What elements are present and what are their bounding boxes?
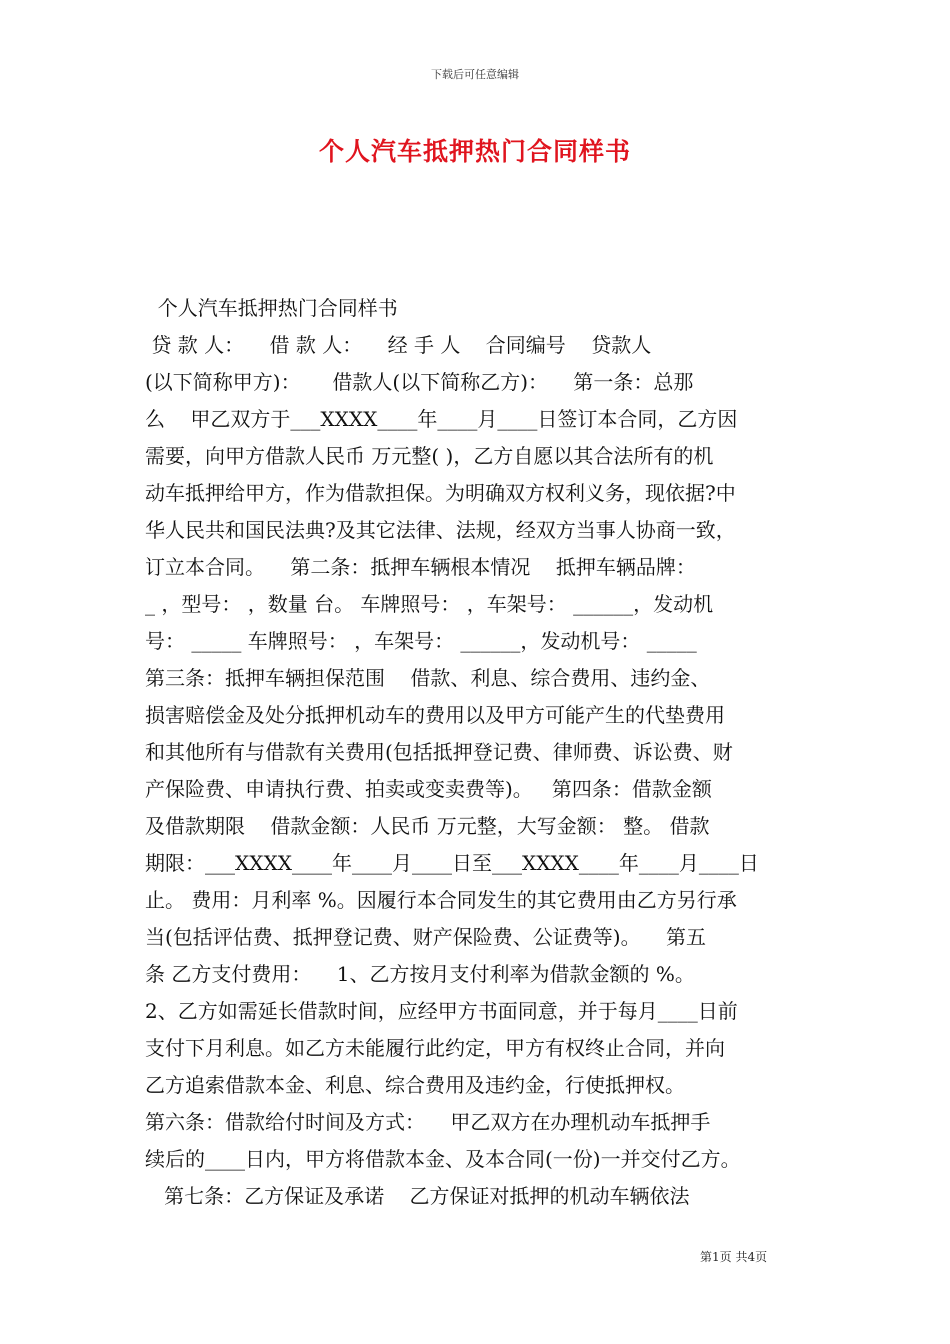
body-line: 及借款期限 借款金额：人民币 万元整，大写金额： 整。 借款 — [145, 814, 710, 838]
body-line: 和其他所有与借款有关费用(包括抵押登记费、律师费、诉讼费、财 — [145, 740, 733, 764]
contract-body — [145, 290, 810, 1215]
document-title: 个人汽车抵押热门合同样书 — [318, 137, 631, 166]
body-line: 个人汽车抵押热门合同样书 — [145, 296, 398, 320]
body-line: 当(包括评估费、抵押登记费、财产保险费、公证费等)。 第五 — [145, 925, 707, 949]
body-line: 产保险费、申请执行费、拍卖或变卖费等)。 第四条：借款金额 — [145, 777, 712, 801]
body-line: 贷 款 人： 借 款 人： 经 手 人 合同编号 贷款人 — [145, 333, 652, 357]
body-line: 订立本合同。 第二条：抵押车辆根本情况 抵押车辆品牌： — [145, 555, 696, 579]
body-line: 华人民共和国民法典?及其它法律、法规，经双方当事人协商一致， — [145, 518, 736, 542]
body-line: 需要，向甲方借款人民币 万元整( )，乙方自愿以其合法所有的机 — [145, 444, 714, 468]
body-line: 第七条：乙方保证及承诺 乙方保证对抵押的机动车辆依法 — [145, 1184, 690, 1208]
body-line: 损害赔偿金及处分抵押机动车的费用以及甲方可能产生的代垫费用 — [145, 703, 725, 727]
body-line: 2、乙方如需延长借款时间，应经甲方书面同意，并于每月____日前 — [145, 999, 738, 1023]
body-line: 乙方追索借款本金、利息、综合费用及违约金，行使抵押权。 — [145, 1073, 685, 1097]
body-line: 么 甲乙双方于___XXXX____年____月____日签订本合同，乙方因 — [145, 407, 738, 431]
body-line: 支付下月利息。如乙方未能履行此约定，甲方有权终止合同，并向 — [145, 1036, 725, 1060]
body-line: 期限：___XXXX____年____月____日至___XXXX____年____月____日 — [145, 851, 759, 875]
page-header-note: 下载后可任意编辑 — [431, 68, 519, 81]
body-line: (以下简称甲方)： 借款人(以下简称乙方)： 第一条：总那 — [145, 370, 694, 394]
body-line: _ ，型号： ，数量 台。 车牌照号： ，车架号： ______，发动机 — [145, 592, 714, 616]
body-line: 第三条：抵押车辆担保范围 借款、利息、综合费用、违约金、 — [145, 666, 711, 690]
body-line: 动车抵押给甲方，作为借款担保。为明确双方权利义务，现依据?中 — [145, 481, 736, 505]
page-number: 第1页 共4页 — [700, 1250, 768, 1264]
body-line: 条 乙方支付费用： 1、乙方按月支付利率为借款金额的 %。 — [145, 962, 695, 986]
body-line: 止。 费用：月利率 %。因履行本合同发生的其它费用由乙方另行承 — [145, 888, 737, 912]
body-line: 第六条：借款给付时间及方式： 甲乙双方在办理机动车抵押手 — [145, 1110, 711, 1134]
body-line: 号： _____ 车牌照号： ，车架号： ______，发动机号： _____ — [145, 629, 697, 653]
body-line: 续后的____日内，甲方将借款本金、及本合同(一份)一并交付乙方。 — [145, 1147, 741, 1171]
